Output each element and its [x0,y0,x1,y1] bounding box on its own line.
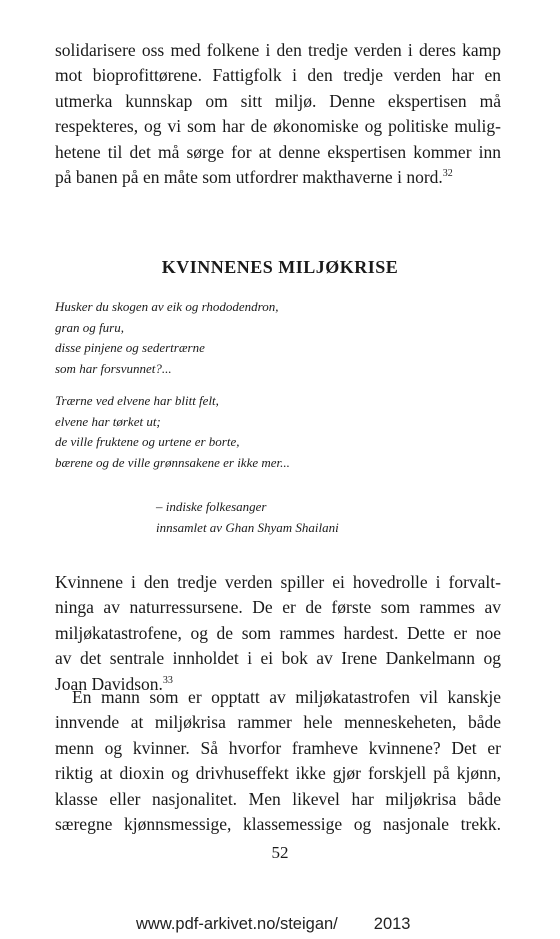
text-line-with-footnote [55,165,501,190]
poem-stanza [55,297,475,379]
page-number: 52 [271,843,289,862]
section-heading: KVINNENES MILJØKRISE [161,257,399,277]
text-line: respekteres, og vi som har de økonomiske og politiske mulig- [55,116,501,137]
text-line: Joan Davidson. [55,673,163,694]
paragraph-2 [55,570,501,697]
text-line: av det sentrale innholdet i ei bok av Irene Dankelmann og [55,648,501,669]
poem-line: disse pinjene og sedertrærne [55,340,205,355]
footnote-ref: 32 [442,167,453,179]
text-line: klasse eller nasjonalitet. Men likevel har miljøkrisa både [55,788,501,809]
footer-watermark [136,915,410,934]
text-line: Kvinnene i den tredje verden spiller ei hovedrolle i forvalt- [55,572,501,592]
paragraph-top [55,38,501,190]
paragraph-3 [55,685,501,837]
footnote-ref: 33 [162,674,173,686]
attribution-line: innsamlet av Ghan Shyam Shailani [156,520,339,535]
text-line: mot bioprofittørene. Fattigfolk i den tredje verden har en [55,65,501,86]
poem-line: elvene har tørket ut; [55,413,161,429]
footer-year: 2013 [373,915,411,933]
text-line: særegne kjønnsmessige, klassemessige og nasjonale trekk. [55,813,501,834]
poem-line: Trærne ved elvene har blitt felt, [55,393,219,408]
text-line: på banen på en måte som utfordrer makthaverne i nord. [55,166,443,187]
footer-url: www.pdf-arkivet.no/steigan/ [136,915,338,933]
poem-stanza [55,391,475,473]
text-line: menn og kvinner. Så hvorfor framheve kvinnene? Det er [55,737,501,758]
text-line: innvende at miljøkrisa rammer hele menneskeheten, både [55,712,501,733]
poem-line: som har forsvunnet?... [55,360,172,376]
text-line: miljøkatastrofene, og de som rammes hardest. Dette er noe [55,622,501,643]
poem-line: bærene og de ville grønnsakene er ikke mer... [55,454,290,470]
text-line: En mann som er opptatt av miljøkatastrofen vil kanskje [72,687,501,707]
text-line: utmerka kunnskap om sitt miljø. Denne ekspertisen må [55,90,501,111]
text-line: riktig at dioxin og drivhuseffekt ikke gjør forskjell på kjønn, [55,763,501,784]
text-line: ninga av naturressursene. De er de første som rammes av [55,597,501,618]
text-line: solidarisere oss med folkene i den tredje verden i deres kamp [55,40,501,60]
poem-line: de ville fruktene og urtene er borte, [55,434,240,449]
attribution-line: – indiske folkesanger [156,499,267,514]
poem-attribution [156,496,339,538]
poem-line: gran og furu, [55,319,124,335]
poem-line: Husker du skogen av eik og rhododendron, [55,299,279,314]
text-line: hetene til det må sørge for at denne ekspertisen kommer inn [55,141,501,162]
